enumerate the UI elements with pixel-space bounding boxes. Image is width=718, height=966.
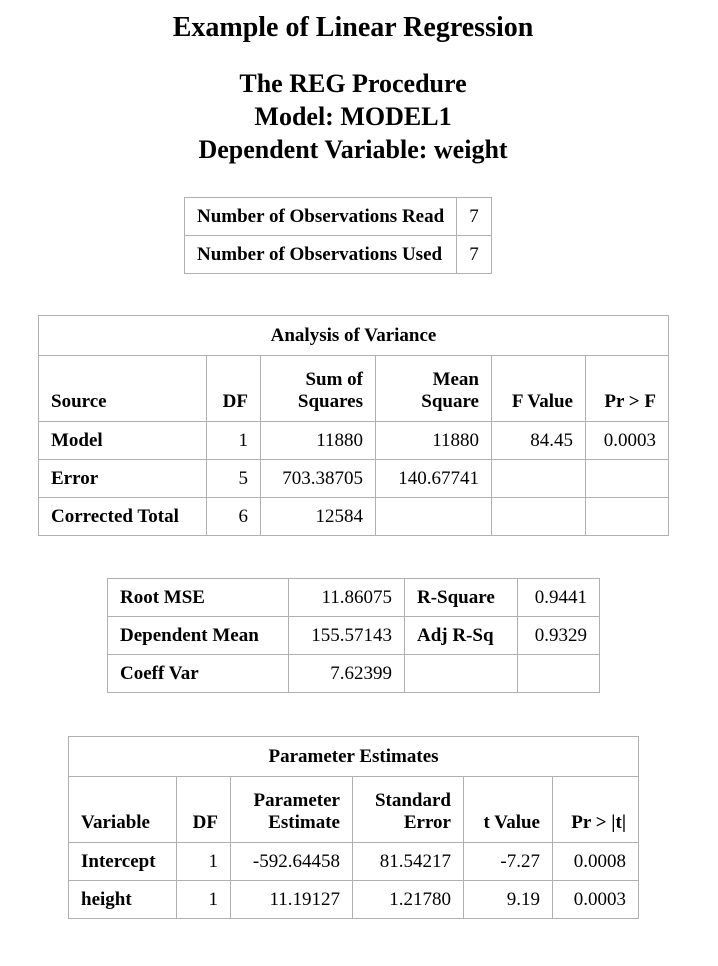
fit-statistics-table [107,578,600,693]
fit-value: 7.62399 [289,655,405,693]
anova-caption: Analysis of Variance [39,316,669,356]
col-header-df: DF [177,777,231,843]
cell-sum-of-squares: 12584 [261,498,376,536]
cell-standard-error: 81.54217 [353,843,464,881]
table-row [69,881,639,919]
header-line: Standard [374,790,451,811]
cell-df: 1 [177,843,231,881]
cell-mean-square: 11880 [376,422,492,460]
table-caption-row [39,316,669,356]
fit-label: Dependent Mean [108,617,289,655]
cell-t-value: -7.27 [464,843,553,881]
header-line: Parameter [253,790,340,811]
cell-pr-f [586,460,669,498]
cell-f-value [492,498,586,536]
table-caption-row [69,737,639,777]
table-header-row [69,777,639,843]
table-row [69,843,639,881]
fit-label: Coeff Var [108,655,289,693]
anova-table [38,315,669,536]
col-header-f-value: F Value [492,356,586,422]
table-row [108,617,600,655]
table-row [108,579,600,617]
cell-df: 6 [207,498,261,536]
col-header-t-value: t Value [464,777,553,843]
col-header-pr-t: Pr > |t| [553,777,639,843]
fit-value: 11.86075 [289,579,405,617]
col-header-sum-of-squares [261,356,376,422]
parameter-estimates-table [68,736,639,919]
cell-f-value: 84.45 [492,422,586,460]
col-header-variable: Variable [69,777,177,843]
header-line: Sum of [305,369,363,390]
fit-label: R-Square [405,579,518,617]
obs-read-label: Number of Observations Read [185,198,457,236]
page-title: Example of Linear Regression [172,12,534,43]
cell-df: 1 [177,881,231,919]
fit-label: Root MSE [108,579,289,617]
fit-value [518,655,600,693]
col-header-df: DF [207,356,261,422]
procedure-title: The REG Procedure [239,69,467,98]
cell-mean-square: 140.67741 [376,460,492,498]
col-header-mean-square [376,356,492,422]
col-header-standard-error [353,777,464,843]
row-header-source: Model [39,422,207,460]
fit-value: 0.9441 [518,579,600,617]
table-row [185,198,492,236]
row-header-source: Corrected Total [39,498,207,536]
dependent-variable-title: Dependent Variable: weight [198,135,508,164]
observations-table [184,197,492,274]
header-line: Error [403,812,451,833]
obs-used-label: Number of Observations Used [185,236,457,274]
col-header-parameter-estimate [231,777,353,843]
table-row [185,236,492,274]
table-header-row [39,356,669,422]
cell-pr-f [586,498,669,536]
row-header-source: Error [39,460,207,498]
fit-label [405,655,518,693]
model-title: Model: MODEL1 [254,102,452,131]
obs-used-value: 7 [457,236,492,274]
header-line: Mean [432,369,479,390]
cell-sum-of-squares: 11880 [261,422,376,460]
header-line: Estimate [268,812,340,833]
table-row [39,422,669,460]
cell-parameter-estimate: 11.19127 [231,881,353,919]
header-line: Square [421,391,479,412]
table-row [108,655,600,693]
cell-standard-error: 1.21780 [353,881,464,919]
row-header-variable: height [69,881,177,919]
cell-pr-t: 0.0008 [553,843,639,881]
obs-read-value: 7 [457,198,492,236]
cell-f-value [492,460,586,498]
table-row [39,460,669,498]
row-header-variable: Intercept [69,843,177,881]
cell-df: 5 [207,460,261,498]
table-row [39,498,669,536]
cell-parameter-estimate: -592.64458 [231,843,353,881]
header-line: Squares [297,391,363,412]
fit-value: 155.57143 [289,617,405,655]
col-header-pr-f: Pr > F [586,356,669,422]
cell-pr-f: 0.0003 [586,422,669,460]
params-caption: Parameter Estimates [69,737,639,777]
fit-label: Adj R-Sq [405,617,518,655]
cell-t-value: 9.19 [464,881,553,919]
col-header-source: Source [39,356,207,422]
cell-pr-t: 0.0003 [553,881,639,919]
fit-value: 0.9329 [518,617,600,655]
cell-sum-of-squares: 703.38705 [261,460,376,498]
cell-mean-square [376,498,492,536]
cell-df: 1 [207,422,261,460]
